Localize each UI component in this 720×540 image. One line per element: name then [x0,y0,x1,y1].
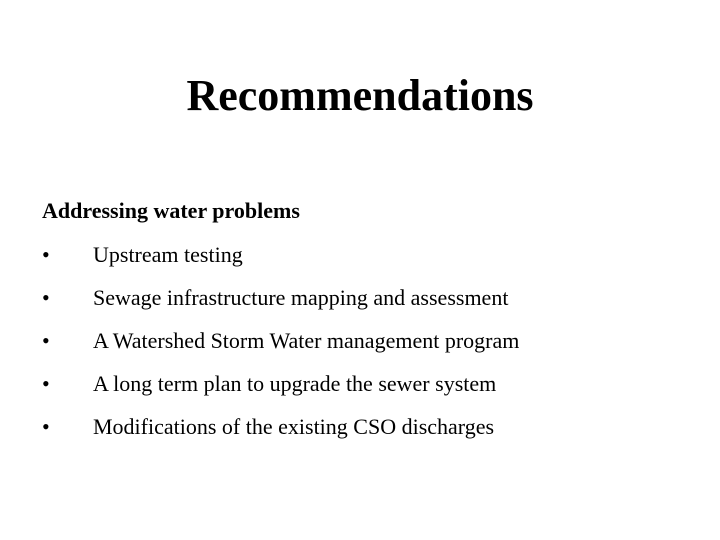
bullet-text: Sewage infrastructure mapping and assessment [93,285,509,310]
bullet-text: Modifications of the existing CSO discharges [93,414,495,439]
bullet-icon: • [42,414,50,439]
bullet-icon: • [42,371,50,396]
section-heading: Addressing water problems [42,198,300,223]
bullet-icon: • [42,242,50,267]
bullet-text: Upstream testing [93,242,243,267]
bullet-text: A long term plan to upgrade the sewer system [93,371,497,396]
bullet-icon: • [42,285,50,310]
bullet-icon: • [42,328,50,353]
bullet-text: A Watershed Storm Water management program [93,328,520,353]
slide-title: Recommendations [186,71,534,120]
